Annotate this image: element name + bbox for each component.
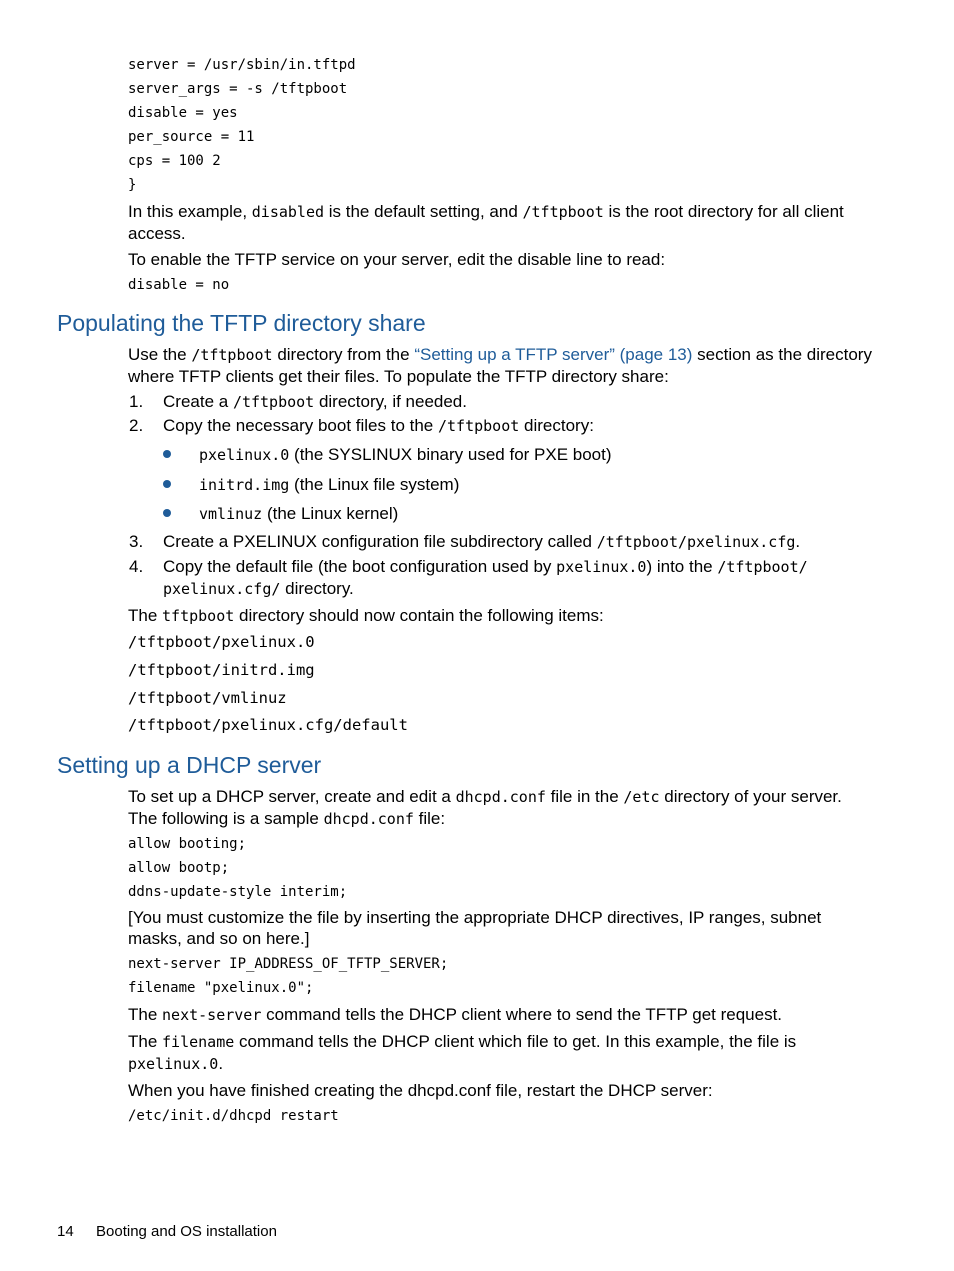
inline-code: /tftpboot/ pxelinux.cfg/ <box>163 558 808 598</box>
next-server-paragraph: The next-server command tells the DHCP client where to send the TFTP get request. <box>128 1005 783 1024</box>
step-item: Create a /tftpboot directory, if needed. <box>163 392 467 411</box>
inline-code: pxelinux.0 <box>199 446 290 464</box>
step-number: 2. <box>129 416 144 435</box>
bullet-item: vmlinuz (the Linux kernel) <box>199 504 399 523</box>
restart-command: /etc/init.d/dhcpd restart <box>128 1108 339 1124</box>
bullet-marker <box>163 509 171 517</box>
path-line: /tftpboot/initrd.img <box>128 661 315 679</box>
section-heading-dhcp: Setting up a DHCP server <box>57 752 322 778</box>
bullet-marker <box>163 450 171 458</box>
bullet-item: pxelinux.0 (the SYSLINUX binary used for PXE boot) <box>199 445 612 464</box>
step-item: Copy the necessary boot files to the /tftpboot directory: <box>163 416 594 435</box>
bullet-marker <box>163 480 171 488</box>
section2-intro: To set up a DHCP server, create and edit a dhcpd.conf file in the /etc directory of your server. The following is a sample dhcpd.conf file: <box>128 787 842 828</box>
step-number: 3. <box>129 532 144 551</box>
step-number: 4. <box>129 557 144 576</box>
step-item: Create a PXELINUX configuration file subdirectory called /tftpboot/pxelinux.cfg. <box>163 532 801 551</box>
section1-intro: Use the /tftpboot directory from the “Setting up a TFTP server” (page 13) section as the directory where TFTP clients get their files. To populate the TFTP directory share: <box>128 345 872 386</box>
path-line: /tftpboot/pxelinux.0 <box>128 633 315 651</box>
code-line: next-server IP_ADDRESS_OF_TFTP_SERVER; <box>128 956 449 972</box>
restart-paragraph: When you have finished creating the dhcpd.conf file, restart the DHCP server: <box>128 1081 713 1100</box>
code-line: } <box>128 177 137 193</box>
code-line: server = /usr/sbin/in.tftpd <box>128 57 356 73</box>
code-line: server_args = -s /tftpboot <box>128 81 348 97</box>
code-line: ddns-update-style interim; <box>128 884 348 900</box>
code-line: disable = yes <box>128 105 238 121</box>
inline-code: /tftpboot <box>232 393 315 411</box>
section-heading-populating: Populating the TFTP directory share <box>57 310 426 336</box>
paragraph-example: In this example, disabled is the default setting, and /tftpboot is the root directory for all client access. <box>128 202 844 243</box>
customize-note: [You must customize the file by inserting the appropriate DHCP directives, IP ranges, subnet masks, and so on here.] <box>128 908 822 948</box>
inline-code: tftpboot <box>162 607 235 625</box>
filename-paragraph: The filename command tells the DHCP client which file to get. In this example, the file is pxelinux.0. <box>128 1032 797 1073</box>
code-line: allow booting; <box>128 836 247 852</box>
cross-reference-link[interactable]: “Setting up a TFTP server” (page 13) <box>414 345 693 364</box>
code-line: filename "pxelinux.0"; <box>128 980 314 996</box>
inline-code: /tftpboot <box>522 203 604 221</box>
footer-section-title: Booting and OS installation <box>96 1223 277 1240</box>
step-item: Copy the default file (the boot configuration used by pxelinux.0) into the /tftpboot/ pxelinux.cfg/ directory. <box>163 557 808 598</box>
paragraph-enable: To enable the TFTP service on your server, edit the disable line to read: <box>128 250 666 269</box>
inline-code: next-server <box>162 1006 262 1024</box>
bullet-item: initrd.img (the Linux file system) <box>199 475 460 494</box>
code-line: per_source = 11 <box>128 129 255 145</box>
path-line: /tftpboot/vmlinuz <box>128 689 287 707</box>
code-line: cps = 100 2 <box>128 153 221 169</box>
inline-code: dhcpd.conf <box>455 788 546 806</box>
inline-code: /tftpboot/pxelinux.cfg <box>596 533 796 551</box>
inline-code: filename <box>162 1033 235 1051</box>
code-line: allow bootp; <box>128 860 230 876</box>
inline-code: pxelinux.0 <box>556 558 647 576</box>
path-line: /tftpboot/pxelinux.cfg/default <box>128 716 408 734</box>
inline-code: initrd.img <box>199 476 290 494</box>
inline-code: dhcpd.conf <box>323 810 414 828</box>
step-number: 1. <box>129 392 144 411</box>
inline-code: /tftpboot <box>438 417 520 435</box>
page-number: 14 <box>57 1223 74 1240</box>
inline-code: pxelinux.0 <box>128 1055 219 1073</box>
inline-code: disabled <box>251 203 325 221</box>
code-disable-line: disable = no <box>128 277 230 293</box>
contents-intro: The tftpboot directory should now contain the following items: <box>128 606 604 625</box>
inline-code: vmlinuz <box>199 505 263 523</box>
inline-code: /tftpboot <box>191 346 273 364</box>
inline-code: /etc <box>623 788 660 806</box>
